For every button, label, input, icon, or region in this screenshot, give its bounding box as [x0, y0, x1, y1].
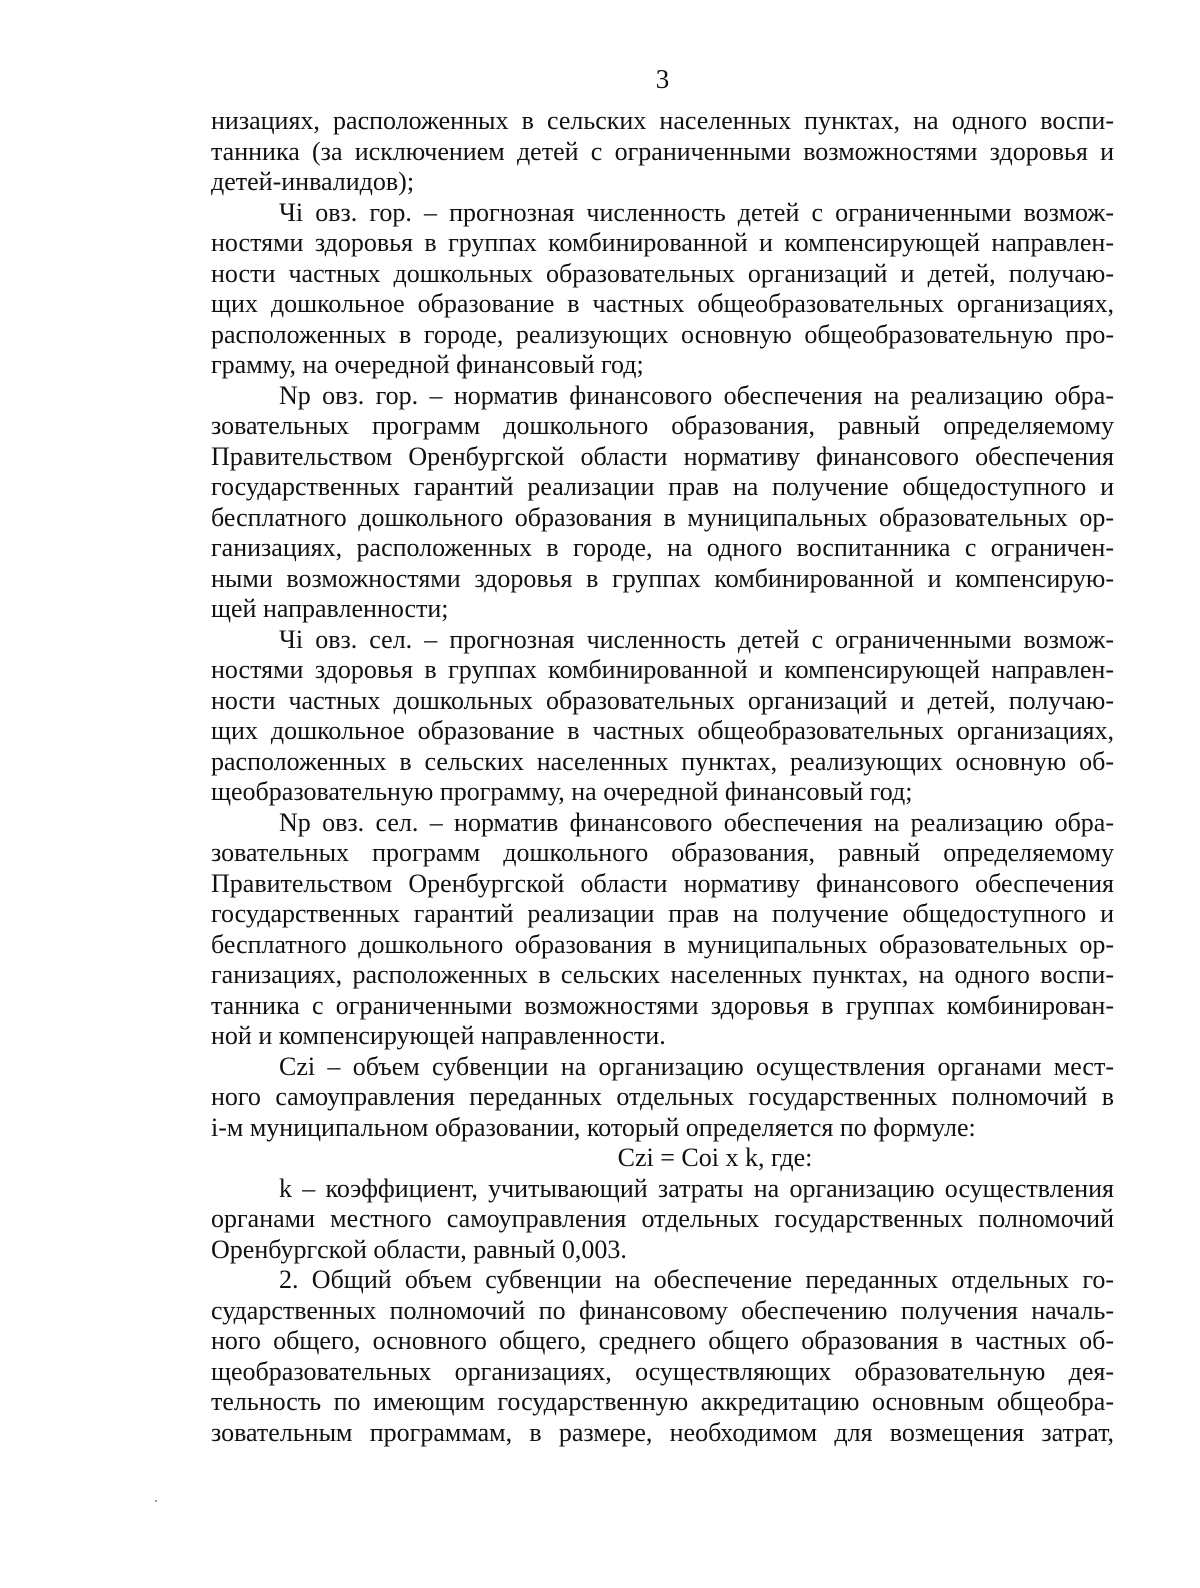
text-line: тельность по имеющим государственную аккредитацию основным общеобра- [211, 1387, 1114, 1416]
text-line: низациях, расположенных в сельских населенных пунктах, на одного воспи- [211, 106, 1114, 135]
text-line: ными возможностями здоровья в группах комбинированной и компенсирую- [211, 563, 1114, 593]
text-line: расположенных в городе, реализующих основную общеобразовательную про- [211, 319, 1114, 349]
text-line: государственных гарантий реализации прав на получение общедоступного и [211, 472, 1114, 501]
text-line: i-м муниципальном образовании, который определяется по формуле: [211, 1112, 976, 1142]
text-line: ганизациях, расположенных в сельских населенных пунктах, на одного воспи- [211, 960, 1114, 989]
text-line: Правительством Оренбургской области нормативу финансового обеспечения [211, 441, 1114, 471]
text-line: детей-инвалидов); [211, 167, 415, 196]
text-line: зовательных программ дошкольного образования, равный определяемому [211, 411, 1114, 440]
text-line: Оренбургской области, равный 0,003. [211, 1234, 627, 1264]
text-line: бесплатного дошкольного образования в муниципальных образовательных ор- [211, 502, 1114, 532]
text-line: зовательных программ дошкольного образования, равный определяемому [211, 838, 1114, 867]
text-line: ностями здоровья в группах комбинированной и компенсирующей направлен- [211, 228, 1114, 257]
text-line: щеобразовательных организациях, осуществляющих образовательную дея- [211, 1356, 1114, 1386]
text-line: щих дошкольное образование в частных общеобразовательных организациях, [211, 716, 1114, 745]
text-line: Czi – объем субвенции на организацию осуществления органами мест- [279, 1051, 1114, 1081]
text-line: танника (за исключением детей с ограниченными возможностями здоровья и [211, 136, 1114, 166]
text-line: расположенных в сельских населенных пунктах, реализующих основную об- [211, 746, 1114, 776]
text-line: бесплатного дошкольного образования в муниципальных образовательных ор- [211, 929, 1114, 959]
text-line: ганизациях, расположенных в городе, на одного воспитанника с ограничен- [211, 533, 1114, 562]
text-line: щей направленности; [211, 594, 449, 623]
text-line: ного общего, основного общего, среднего общего образования в частных об- [211, 1326, 1114, 1355]
text-line: Np овз. гор. – норматив финансового обеспечения на реализацию обра- [279, 380, 1114, 410]
text-line: зовательным программам, в размере, необходимом для возмещения затрат, [211, 1417, 1114, 1447]
text-line: ностями здоровья в группах комбинированной и компенсирующей направлен- [211, 655, 1114, 684]
text-line: Чi овз. гор. – прогнозная численность детей с ограниченными возмож- [279, 197, 1114, 227]
scan-speck [155, 1500, 157, 1502]
text-line: ности частных дошкольных образовательных организаций и детей, получаю- [211, 685, 1114, 715]
text-line: щеобразовательную программу, на очередной финансовый год; [211, 777, 913, 806]
text-line: Чi овз. сел. – прогнозная численность детей с ограниченными возмож- [279, 624, 1114, 654]
text-line: ной и компенсирующей направленности. [211, 1021, 666, 1050]
page-number: 3 [655, 64, 670, 94]
text-line: ности частных дошкольных образовательных организаций и детей, получаю- [211, 258, 1114, 288]
text-line: Czi = Coi x k, где: [617, 1143, 813, 1172]
text-line: 2. Общий объем субвенции на обеспечение переданных отдельных го- [279, 1265, 1114, 1294]
text-line: танника с ограниченными возможностями здоровья в группах комбинирован- [211, 990, 1114, 1020]
text-line: государственных гарантий реализации прав на получение общедоступного и [211, 899, 1114, 928]
text-line: грамму, на очередной финансовый год; [211, 350, 644, 379]
document-body [211, 106, 1114, 1448]
text-line: ного самоуправления переданных отдельных государственных полномочий в [211, 1082, 1114, 1111]
text-line: сударственных полномочий по финансовому обеспечению получения началь- [211, 1295, 1114, 1325]
text-line: Правительством Оренбургской области нормативу финансового обеспечения [211, 868, 1114, 898]
text-line: k – коэффициент, учитывающий затраты на организацию осуществления [279, 1173, 1114, 1203]
text-line: щих дошкольное образование в частных общеобразовательных организациях, [211, 289, 1114, 318]
text-line: органами местного самоуправления отдельных государственных полномочий [211, 1204, 1114, 1233]
text-line: Np овз. сел. – норматив финансового обеспечения на реализацию обра- [279, 807, 1114, 837]
